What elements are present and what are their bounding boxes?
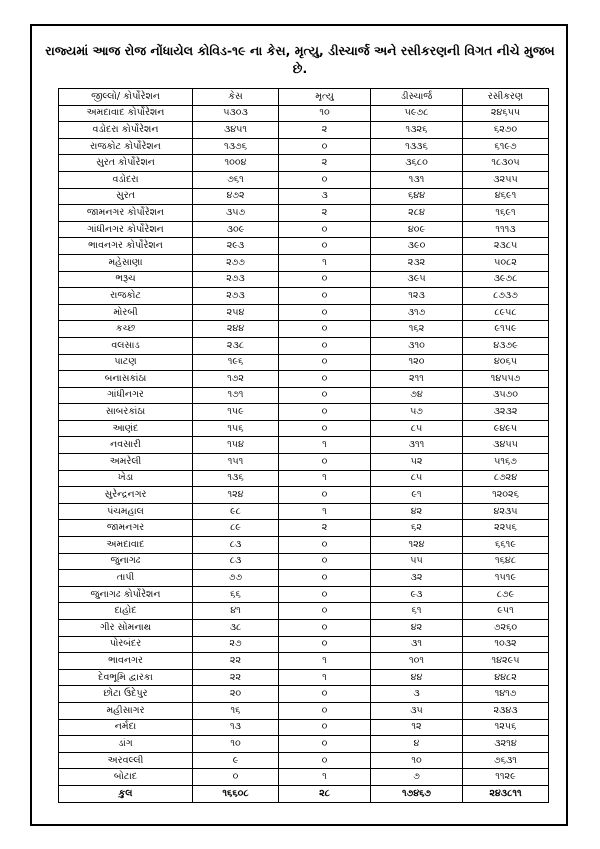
row-discharge: ૯૧ (371, 487, 463, 504)
row-deaths: ૧ (279, 503, 371, 520)
row-district: ડાંગ (59, 736, 193, 753)
row-deaths: ૦ (279, 586, 371, 603)
row-cases: ૮૩ (193, 537, 279, 554)
table-row (59, 437, 549, 454)
row-vaccination: ૧૪૫૫૭ (463, 371, 549, 388)
table-row (59, 371, 549, 388)
row-cases: ૨૭૭ (193, 254, 279, 271)
table-row (59, 171, 549, 188)
row-deaths: ૧ (279, 437, 371, 454)
table-row (59, 736, 549, 753)
row-deaths: ૦ (279, 387, 371, 404)
header-cases: કેસ (193, 89, 279, 106)
row-district: જુનાગઢ (59, 553, 193, 570)
row-cases: ૧૫૯ (193, 404, 279, 421)
row-discharge: ૪૪ (371, 669, 463, 686)
table-row (59, 138, 549, 155)
total-deaths: ૨૮ (279, 785, 371, 802)
row-district: ભરૂચ (59, 271, 193, 288)
table-row (59, 404, 549, 421)
row-deaths: ૨ (279, 205, 371, 222)
row-district: ગાંધીનગર (59, 387, 193, 404)
row-cases: ૯૮ (193, 503, 279, 520)
row-discharge: ૪૨ (371, 503, 463, 520)
row-deaths: ૧ (279, 470, 371, 487)
row-discharge: ૩૫ (371, 702, 463, 719)
row-vaccination: ૧૫૧૯ (463, 570, 549, 587)
row-district: આણંદ (59, 420, 193, 437)
row-discharge: ૫૨ (371, 454, 463, 471)
row-district: જામનગર (59, 520, 193, 537)
row-district: અમદાવાદ કોર્પોરેશન (59, 105, 193, 122)
row-deaths: ૦ (279, 454, 371, 471)
row-discharge: ૧૩૨૬ (371, 122, 463, 139)
row-district: અરવલ્લી (59, 752, 193, 769)
row-district: અમદાવાદ (59, 537, 193, 554)
row-discharge: ૮૫ (371, 470, 463, 487)
table-row (59, 570, 549, 587)
row-district: ગીર સોમનાથ (59, 620, 193, 637)
row-deaths: ૦ (279, 271, 371, 288)
table-row (59, 221, 549, 238)
row-deaths: ૦ (279, 221, 371, 238)
row-deaths: ૦ (279, 686, 371, 703)
row-cases: ૪૧ (193, 603, 279, 620)
row-vaccination: ૧૦૩૨ (463, 636, 549, 653)
row-vaccination: ૮૭૩૭ (463, 288, 549, 305)
row-cases: ૧૩ (193, 719, 279, 736)
table-row (59, 487, 549, 504)
header-deaths: મૃત્યુ (279, 89, 371, 106)
document-title: રાજ્યમાં આજ રોજ નોંધાયેલ કોવિડ-૧૯ ના કેસ, મૃત્યુ, ડીસ્ચાર્જ અને રસીકરણની વિગત નીચે મુજબ છે. (45, 43, 555, 76)
row-vaccination: ૧૨૫૬ (463, 719, 549, 736)
row-discharge: ૩૧૦ (371, 337, 463, 354)
row-district: સુરેન્દ્રનગર (59, 487, 193, 504)
row-district: કચ્છ (59, 321, 193, 338)
row-discharge: ૩૬૮૦ (371, 155, 463, 172)
table-row (59, 769, 549, 786)
row-vaccination: ૩૪૫૫ (463, 437, 549, 454)
row-district: ગાંધીનગર કોર્પોરેશન (59, 221, 193, 238)
row-deaths: ૦ (279, 337, 371, 354)
row-discharge: ૧૨૪ (371, 537, 463, 554)
row-discharge: ૩૧૭ (371, 304, 463, 321)
row-district: જામનગર કોર્પોરેશન (59, 205, 193, 222)
table-row (59, 603, 549, 620)
row-discharge: ૩૧૧ (371, 437, 463, 454)
table-row (59, 304, 549, 321)
row-cases: ૧૬ (193, 702, 279, 719)
row-cases: ૧૯૬ (193, 354, 279, 371)
row-discharge: ૨૩૨ (371, 254, 463, 271)
row-cases: ૨૩૮ (193, 337, 279, 354)
row-district: વડોદરા કોર્પોરેશન (59, 122, 193, 139)
row-discharge: ૩૯૦ (371, 238, 463, 255)
row-cases: ૧૩૭૬ (193, 138, 279, 155)
row-vaccination: ૯૧૫૯ (463, 321, 549, 338)
row-discharge: ૭૪ (371, 387, 463, 404)
table-row (59, 188, 549, 205)
table-row (59, 205, 549, 222)
row-vaccination: ૨૩૪૩ (463, 702, 549, 719)
row-cases: ૨૯૩ (193, 238, 279, 255)
row-deaths: ૦ (279, 238, 371, 255)
row-discharge: ૧૨ (371, 719, 463, 736)
table-row (59, 354, 549, 371)
row-discharge: ૧૨૦ (371, 354, 463, 371)
row-deaths: ૦ (279, 603, 371, 620)
row-cases: ૧૦ (193, 736, 279, 753)
row-discharge: ૩૧ (371, 636, 463, 653)
row-cases: ૧૭૨ (193, 371, 279, 388)
row-deaths: ૦ (279, 404, 371, 421)
row-discharge: ૫૯૭૮ (371, 105, 463, 122)
row-discharge: ૫૭ (371, 404, 463, 421)
row-district: મહીસાગર (59, 702, 193, 719)
row-vaccination: ૫૧૬૭ (463, 454, 549, 471)
row-district: સુરત (59, 188, 193, 205)
table-row (59, 155, 549, 172)
row-deaths: ૦ (279, 371, 371, 388)
row-discharge: ૪ (371, 736, 463, 753)
row-discharge: ૧૩૩૬ (371, 138, 463, 155)
total-cases: ૧૬૬૦૮ (193, 785, 279, 802)
row-vaccination: ૩૯૭૮ (463, 271, 549, 288)
row-vaccination: ૮૭૨૪ (463, 470, 549, 487)
row-vaccination: ૭૨૬૦ (463, 620, 549, 637)
row-deaths: ૦ (279, 420, 371, 437)
row-deaths: ૦ (279, 570, 371, 587)
row-cases: ૨૦ (193, 686, 279, 703)
row-discharge: ૧૦૧ (371, 653, 463, 670)
table-row (59, 288, 549, 305)
row-cases: ૧૫૬ (193, 420, 279, 437)
row-cases: ૧૫૪ (193, 437, 279, 454)
table-row (59, 454, 549, 471)
table-row (59, 702, 549, 719)
row-discharge: ૪૨ (371, 620, 463, 637)
table-row (59, 105, 549, 122)
row-district: તાપી (59, 570, 193, 587)
table-body (59, 105, 549, 802)
row-deaths: ૧૦ (279, 105, 371, 122)
row-cases: ૨૨ (193, 669, 279, 686)
table-row (59, 337, 549, 354)
row-cases: ૧૨૪ (193, 487, 279, 504)
total-discharge: ૧૭૪૬૭ (371, 785, 463, 802)
header-vaccination: રસીકરણ (463, 89, 549, 106)
row-cases: ૩૦૯ (193, 221, 279, 238)
row-district: સાબરકાંઠા (59, 404, 193, 421)
row-cases: ૮૩ (193, 553, 279, 570)
row-discharge: ૪૦૯ (371, 221, 463, 238)
row-vaccination: ૧૮૩૦૫ (463, 155, 549, 172)
table-row (59, 586, 549, 603)
row-district: ખેડા (59, 470, 193, 487)
row-district: નવસારી (59, 437, 193, 454)
total-vaccination: ૨૪૩૮૧૧ (463, 785, 549, 802)
row-cases: ૨૨ (193, 653, 279, 670)
row-vaccination: ૩૨૩૨ (463, 404, 549, 421)
row-discharge: ૬૨ (371, 520, 463, 537)
row-discharge: ૭ (371, 769, 463, 786)
row-district: વલસાડ (59, 337, 193, 354)
table-row (59, 387, 549, 404)
table-row (59, 620, 549, 637)
table-row (59, 271, 549, 288)
row-discharge: ૬૧ (371, 603, 463, 620)
row-deaths: ૧ (279, 769, 371, 786)
row-vaccination: ૨૪૬૫૫ (463, 105, 549, 122)
covid-table (58, 88, 549, 803)
row-discharge: ૩૯૫ (371, 271, 463, 288)
row-district: પોરબંદર (59, 636, 193, 653)
row-discharge: ૩ (371, 686, 463, 703)
row-vaccination: ૬૬૧૯ (463, 537, 549, 554)
row-cases: ૯ (193, 752, 279, 769)
row-deaths: ૦ (279, 537, 371, 554)
header-district: જીલ્લો/ કોર્પોરેશન (59, 89, 193, 106)
row-deaths: ૨ (279, 520, 371, 537)
row-district: રાજકોટ (59, 288, 193, 305)
row-vaccination: ૨૩૮૫ (463, 238, 549, 255)
row-cases: ૦ (193, 769, 279, 786)
row-discharge: ૮૫ (371, 420, 463, 437)
table-row (59, 719, 549, 736)
row-deaths: ૦ (279, 487, 371, 504)
row-discharge: ૯૩ (371, 586, 463, 603)
row-deaths: ૧ (279, 669, 371, 686)
row-vaccination: ૪૨૩૫ (463, 503, 549, 520)
row-cases: ૨૪૪ (193, 321, 279, 338)
table-row (59, 238, 549, 255)
row-deaths: ૦ (279, 752, 371, 769)
row-discharge: ૨૧૧ (371, 371, 463, 388)
row-discharge: ૧૨૩ (371, 288, 463, 305)
table-row (59, 537, 549, 554)
table-row (59, 420, 549, 437)
row-vaccination: ૯૫૧ (463, 603, 549, 620)
row-cases: ૨૫૪ (193, 304, 279, 321)
row-vaccination: ૧૬૯૧ (463, 205, 549, 222)
row-district: સુરત કોર્પોરેશન (59, 155, 193, 172)
row-deaths: ૦ (279, 636, 371, 653)
row-vaccination: ૪૪૮૨ (463, 669, 549, 686)
table-row (59, 636, 549, 653)
table-row (59, 122, 549, 139)
row-vaccination: ૩૨૫૫ (463, 171, 549, 188)
row-cases: ૩૪૫૧ (193, 122, 279, 139)
row-vaccination: ૧૨૦૨૬ (463, 487, 549, 504)
total-row (59, 785, 549, 802)
row-discharge: ૨૮૪ (371, 205, 463, 222)
row-vaccination: ૩૨૧૪ (463, 736, 549, 753)
row-cases: ૩૮ (193, 620, 279, 637)
table-row (59, 752, 549, 769)
row-vaccination: ૧૪૧૭ (463, 686, 549, 703)
table-row (59, 553, 549, 570)
row-district: દેવભૂમિ દ્વારકા (59, 669, 193, 686)
row-deaths: ૦ (279, 321, 371, 338)
row-district: ભાવનગર (59, 653, 193, 670)
row-vaccination: ૧૪૨૯૫ (463, 653, 549, 670)
row-deaths: ૨ (279, 122, 371, 139)
row-deaths: ૦ (279, 702, 371, 719)
row-district: દાહોદ (59, 603, 193, 620)
row-vaccination: ૮૭૯ (463, 586, 549, 603)
row-cases: ૨૭૩ (193, 288, 279, 305)
row-cases: ૬૬ (193, 586, 279, 603)
row-cases: ૭૭ (193, 570, 279, 587)
row-district: મોરબી (59, 304, 193, 321)
row-district: છોટા ઉદેપુર (59, 686, 193, 703)
row-discharge: ૫૫ (371, 553, 463, 570)
row-deaths: ૦ (279, 620, 371, 637)
row-cases: ૧૦૦૪ (193, 155, 279, 172)
table-header-row (59, 89, 549, 106)
row-vaccination: ૪૩૭૯ (463, 337, 549, 354)
row-discharge: ૧૩૧ (371, 171, 463, 188)
row-deaths: ૦ (279, 304, 371, 321)
row-deaths: ૦ (279, 354, 371, 371)
row-deaths: ૦ (279, 553, 371, 570)
row-discharge: ૬૪૪ (371, 188, 463, 205)
row-cases: ૧૫૧ (193, 454, 279, 471)
row-deaths: ૧ (279, 254, 371, 271)
row-discharge: ૧૬૨ (371, 321, 463, 338)
row-district: પાટણ (59, 354, 193, 371)
row-vaccination: ૧૧૨૯ (463, 769, 549, 786)
row-vaccination: ૨૨૫૬ (463, 520, 549, 537)
table-row (59, 503, 549, 520)
row-cases: ૧૩૬ (193, 470, 279, 487)
row-district: ભાવનગર કોર્પોરેશન (59, 238, 193, 255)
row-discharge: ૧૦ (371, 752, 463, 769)
row-deaths: ૦ (279, 719, 371, 736)
row-vaccination: ૯૪૯૫ (463, 420, 549, 437)
row-deaths: ૨ (279, 155, 371, 172)
table-row (59, 653, 549, 670)
row-vaccination: ૪૬૯૧ (463, 188, 549, 205)
row-deaths: ૦ (279, 736, 371, 753)
row-deaths: ૦ (279, 171, 371, 188)
row-vaccination: ૧૬૪૮ (463, 553, 549, 570)
row-district: વડોદરા (59, 171, 193, 188)
row-cases: ૫૩૦૩ (193, 105, 279, 122)
row-vaccination: ૧૧૧૩ (463, 221, 549, 238)
row-cases: ૮૯ (193, 520, 279, 537)
table-row (59, 321, 549, 338)
row-cases: ૧૭૧ (193, 387, 279, 404)
row-cases: ૪૭૨ (193, 188, 279, 205)
row-deaths: ૦ (279, 138, 371, 155)
row-vaccination: ૭૬૩૧ (463, 752, 549, 769)
row-district: અમરેલી (59, 454, 193, 471)
table-row (59, 470, 549, 487)
row-district: પંચમહાલ (59, 503, 193, 520)
row-vaccination: ૬૨૭૦ (463, 122, 549, 139)
table-row (59, 254, 549, 271)
table-row (59, 520, 549, 537)
row-vaccination: ૪૦૬૫ (463, 354, 549, 371)
row-district: બોટાદ (59, 769, 193, 786)
row-deaths: ૩ (279, 188, 371, 205)
row-district: જુનાગઢ કોર્પોરેશન (59, 586, 193, 603)
row-vaccination: ૮૯૫૮ (463, 304, 549, 321)
row-cases: ૭૬૧ (193, 171, 279, 188)
row-cases: ૨૭ (193, 636, 279, 653)
row-deaths: ૧ (279, 653, 371, 670)
row-district: રાજકોટ કોર્પોરેશન (59, 138, 193, 155)
row-vaccination: ૬૧૯૭ (463, 138, 549, 155)
total-label: કુલ (59, 785, 193, 802)
row-district: બનાસકાંઠા (59, 371, 193, 388)
header-discharge: ડીસ્ચાર્જ (371, 89, 463, 106)
row-vaccination: ૫૦૮૨ (463, 254, 549, 271)
row-district: નર્મદા (59, 719, 193, 736)
table-row (59, 686, 549, 703)
row-district: મહેસાણા (59, 254, 193, 271)
row-discharge: ૩૨ (371, 570, 463, 587)
row-deaths: ૦ (279, 288, 371, 305)
row-cases: ૩૫૭ (193, 205, 279, 222)
table-row (59, 669, 549, 686)
row-cases: ૨૭૩ (193, 271, 279, 288)
row-vaccination: ૩૫૭૦ (463, 387, 549, 404)
